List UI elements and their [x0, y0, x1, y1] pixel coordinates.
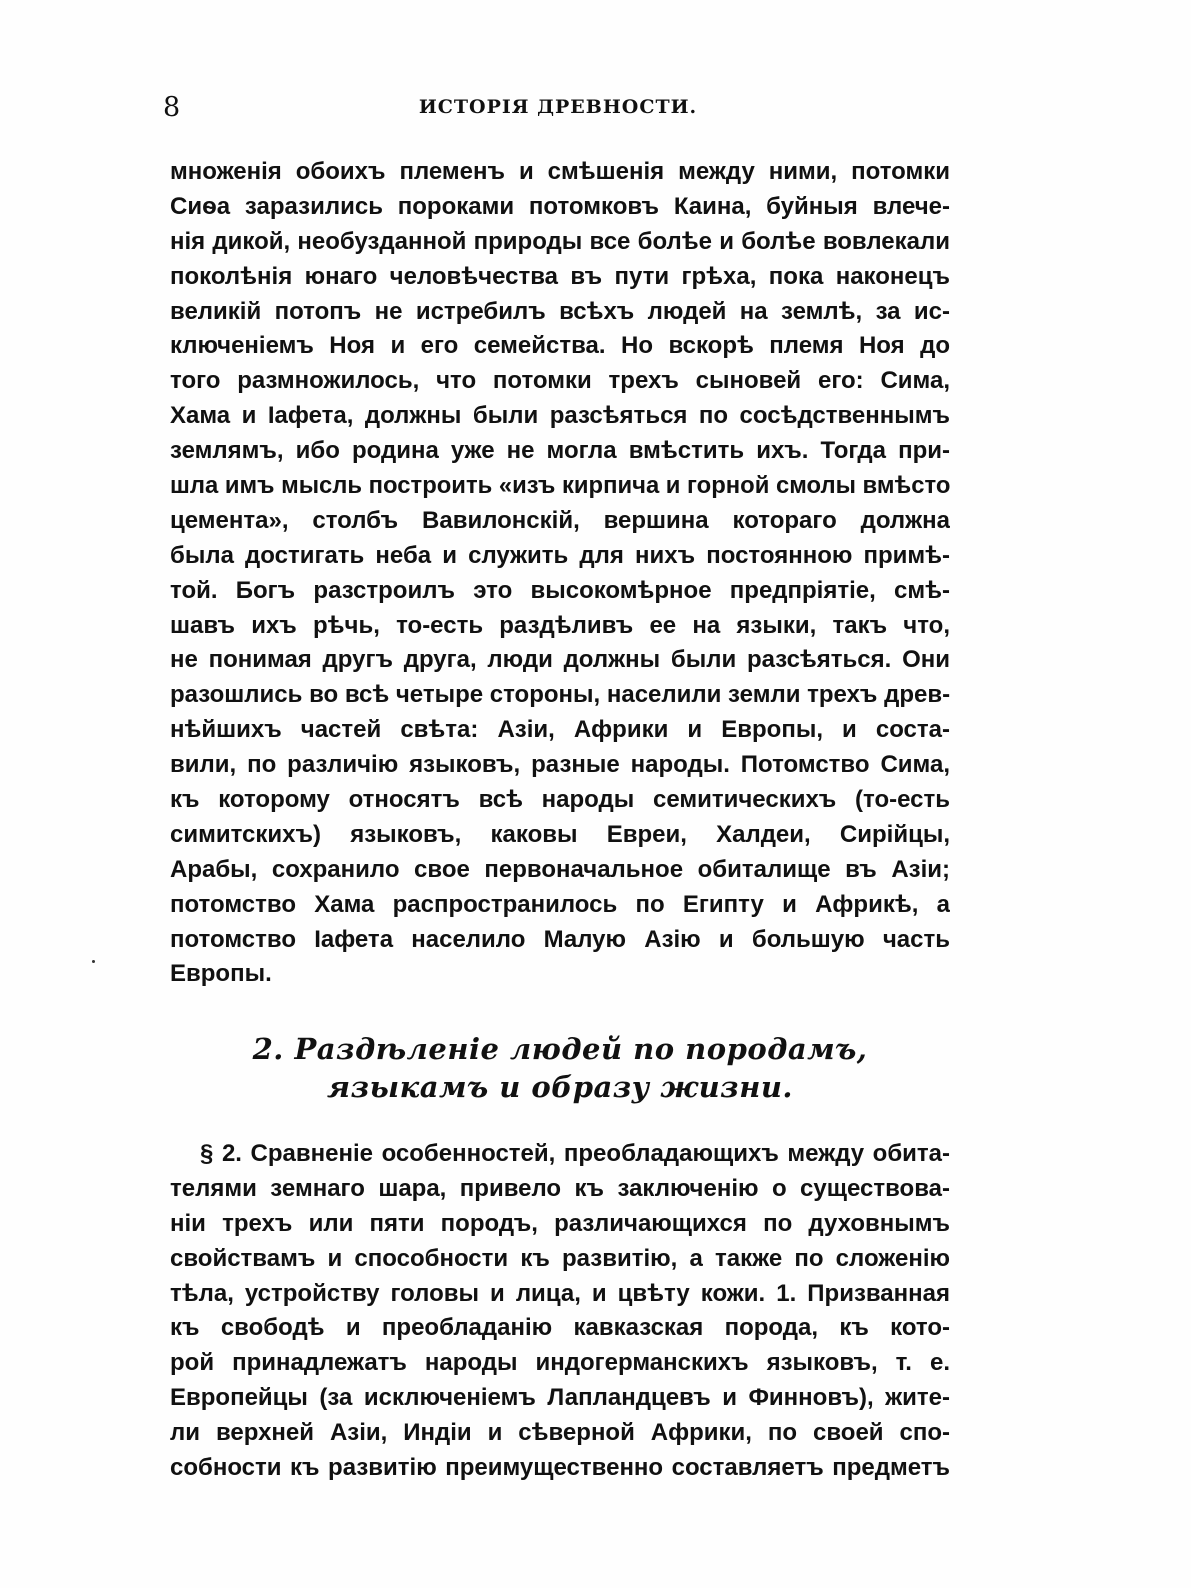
text-line: Европейцы (за исключеніемъ Лапландцевъ и Финновъ), жите- — [170, 1384, 950, 1412]
running-head — [163, 92, 953, 132]
text-line: § 2. Сравненіе особенностей, преобладающихъ между обита- — [200, 1140, 950, 1167]
text-line: была достигать неба и служить для нихъ постоянною примѣ- — [170, 541, 950, 569]
text-line: того размножилось, что потомки трехъ сыновей его: Сима, — [170, 367, 950, 395]
text-line: собности къ развитію преимущественно составляетъ предметъ — [170, 1454, 950, 1482]
text-line: нія дикой, необузданной природы все болѣе и болѣе вовлекали — [170, 227, 950, 255]
text-line: Арабы, сохранило свое первоначальное обиталище въ Азіи; — [170, 855, 950, 883]
text-line: великій потопъ не истребилъ всѣхъ людей на землѣ, за ис- — [170, 297, 950, 325]
running-title: ИСТОРІЯ ДРЕВНОСТИ. — [418, 96, 698, 118]
page-number: 8 — [163, 92, 181, 123]
text-line: тѣла, устройству головы и лица, и цвѣту кожи. 1. Призванная — [170, 1279, 950, 1307]
paragraph-history-of-peoples — [170, 155, 950, 992]
text-line: вили, по различію языковъ, разные народы. Потомство Сима, — [170, 751, 950, 779]
text-line: землямъ, ибо родина уже не могла вмѣстить ихъ. Тогда при- — [170, 437, 950, 465]
text-line: разошлись во всѣ четыре стороны, населили земли трехъ древ- — [170, 681, 950, 709]
text-line: поколѣнія юнаго человѣчества въ пути грѣха, пока наконецъ — [170, 262, 950, 290]
text-line: къ свободѣ и преобладанію кавказская порода, къ кото- — [170, 1314, 950, 1342]
text-line: Хама и Іафета, должны были разсѣяться по сосѣдственнымъ — [170, 402, 950, 430]
text-line: Европы. — [170, 960, 272, 988]
section-heading-line: 2. Раздѣленіе людей по породамъ, — [252, 1032, 868, 1066]
text-line: шавъ ихъ рѣчь, то-есть раздѣливъ ее на языки, такъ что, — [170, 611, 950, 639]
text-line: симитскихъ) языковъ, каковы Евреи, Халдеи, Сирійцы, — [170, 820, 950, 848]
text-line: шла имъ мысль построить «изъ кирпича и горной смолы вмѣсто — [170, 472, 950, 500]
text-line: той. Богъ разстроилъ это высокомѣрное предпріятіе, смѣ- — [170, 576, 950, 604]
text-line: ли верхней Азіи, Индіи и сѣверной Африки, по своей спо- — [170, 1419, 950, 1447]
text-line: рой принадлежатъ народы индогерманскихъ языковъ, т. е. — [170, 1349, 950, 1377]
text-line: множенія обоихъ племенъ и смѣшенія между ними, потомки — [170, 158, 950, 185]
text-line: потомство Хама распространилось по Египту и Африкѣ, а — [170, 890, 950, 918]
paragraph-section-2 — [170, 1137, 950, 1486]
section-heading-line: языкамъ и образу жизни. — [326, 1070, 794, 1104]
text-line: ключеніемъ Ноя и его семейства. Но вскорѣ племя Ноя до — [170, 332, 950, 360]
text-line: потомство Іафета населило Малую Азію и большую часть — [170, 925, 950, 953]
text-line: ніи трехъ или пяти породъ, различающихся по духовнымъ — [170, 1209, 950, 1237]
text-line: цемента», столбъ Вавилонскій, вершина котораго должна — [170, 506, 950, 534]
text-line: Сиѳа заразились пороками потомковъ Каина, буйныя влече- — [170, 192, 950, 220]
text-line: телями земнаго шара, привело къ заключенію о существова- — [170, 1174, 950, 1202]
text-line: къ которому относятъ всѣ народы семитическихъ (то-есть — [170, 786, 950, 814]
text-line: нѣйшихъ частей свѣта: Азіи, Африки и Европы, и соста- — [170, 716, 950, 744]
text-line: свойствамъ и способности къ развитію, а также по сложенію — [170, 1244, 950, 1272]
section-heading — [170, 1030, 950, 1106]
ink-speck — [92, 960, 95, 963]
text-line: не понимая другъ друга, люди должны были разсѣяться. Они — [170, 646, 950, 674]
